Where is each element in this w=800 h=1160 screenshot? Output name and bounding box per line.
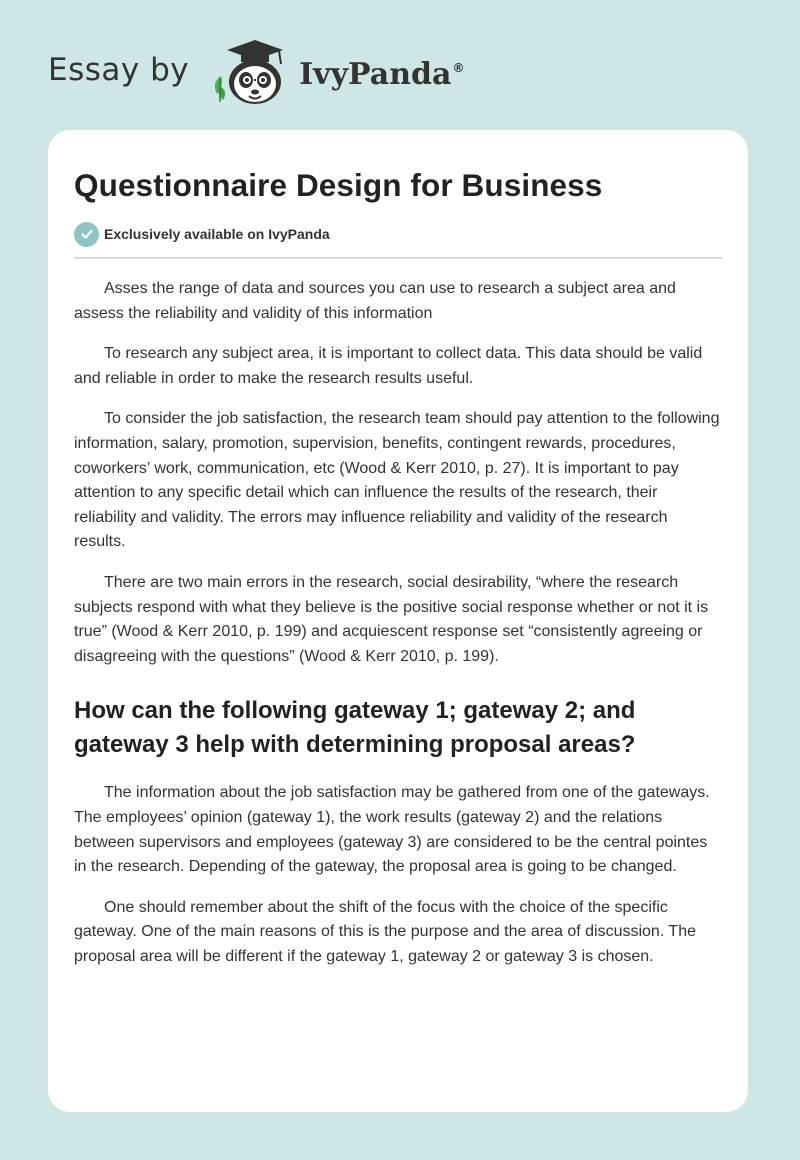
check-icon — [74, 222, 99, 247]
registered-mark: ® — [452, 60, 465, 75]
article-body — [74, 277, 722, 969]
paragraph: The information about the job satisfaction may be gathered from one of the gateways. The employees’ opinion (gateway 1), the work results (gateway 2) and the relations between supervisors and employees (gateway 3) are considered to be the central pointes in the research. Depending of the gateway, the proposal area is going to be changed. — [74, 784, 710, 876]
exclusive-label: Exclusively available on IvyPanda — [104, 226, 330, 242]
section-heading: How can the following gateway 1; gateway 2; and gateway 3 help with determining proposal areas? — [74, 697, 636, 759]
site-header — [48, 36, 464, 108]
essay-by-label: Essay by — [48, 52, 190, 88]
divider — [74, 257, 722, 259]
paragraph: To consider the job satisfaction, the research team should pay attention to the following information, salary, promotion, supervision, benefits, contingent rewards, procedures, coworkers’ work, communication, etc (Wood & Kerr 2010, p. 27). It is important to pay attention to any specific detail which can influence the results of the research, their reliability and validity. The errors may influence reliability and validity of the research results. — [74, 410, 720, 551]
ivy-leaf-icon — [215, 76, 225, 102]
paragraph: To research any subject area, it is important to collect data. This data should be valid and reliable in order to make the research results useful. — [74, 345, 703, 387]
panda-logo-icon[interactable] — [203, 36, 295, 108]
brand-name[interactable]: IvyPanda® — [299, 56, 465, 92]
exclusive-badge — [74, 221, 722, 247]
paragraph: One should remember about the shift of the focus with the choice of the specific gateway. One of the main reasons of this is the purpose and the area of discussion. The proposal area will be different if the gateway 1, gateway 2 or gateway 3 is chosen. — [74, 898, 696, 965]
paragraph: There are two main errors in the research, social desirability, “where the research subjects respond with what they believe is the positive social response whether or not it is true” (Wood & Kerr 2010, p. 199) and acquiescent response set “consistently agreeing or disagreeing with the questions” (Wood & Kerr 2010, p. 199). — [74, 573, 709, 665]
page-title: Questionnaire Design for Business — [74, 167, 603, 203]
article-card — [48, 130, 748, 1112]
paragraph: Asses the range of data and sources you can use to research a subject area and assess the reliability and validity of this information — [74, 280, 676, 322]
